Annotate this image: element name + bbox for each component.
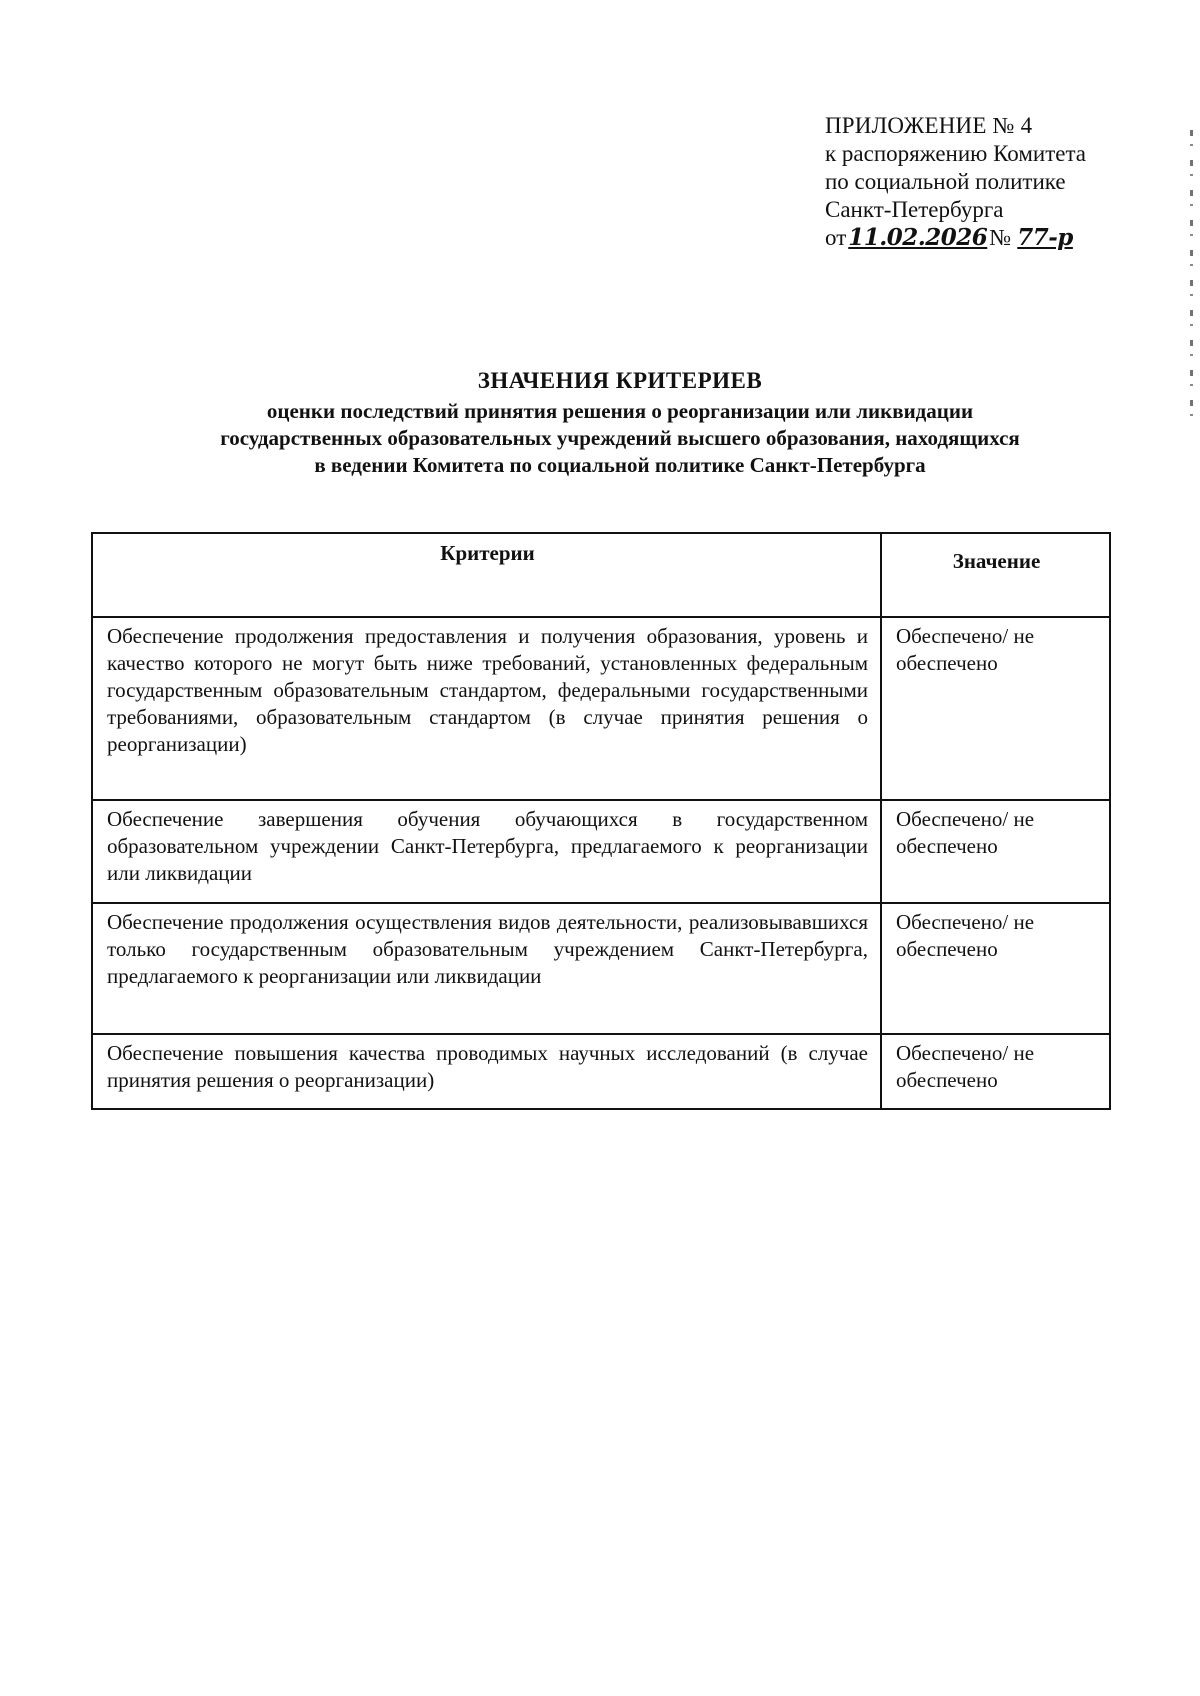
- attachment-date-line: [825, 224, 1125, 252]
- value-cell: Обеспечено/ не обеспечено: [881, 903, 1110, 1034]
- table-row: [92, 800, 1110, 903]
- subtitle-line: оценки последствий принятия решения о реорганизации или ликвидации: [266, 399, 974, 423]
- criterion-cell: Обеспечение завершения обучения обучающихся в государственном образовательном учреждении Санкт-Петербурга, предлагаемого к реорганизации или ликвидации: [92, 800, 881, 903]
- value-cell: Обеспечено/ не обеспечено: [881, 617, 1110, 800]
- title-block: [120, 366, 1120, 479]
- table-row: [92, 1034, 1110, 1109]
- attachment-title: ПРИЛОЖЕНИЕ № 4: [825, 113, 1033, 138]
- table-row: [92, 617, 1110, 800]
- criteria-table: [91, 532, 1111, 1110]
- criterion-cell: Обеспечение повышения качества проводимых научных исследований (в случае принятия решения о реорганизации): [92, 1034, 881, 1109]
- document-title: ЗНАЧЕНИЯ КРИТЕРИЕВ: [477, 368, 763, 393]
- date-prefix: от: [825, 225, 847, 250]
- number-prefix: №: [989, 225, 1012, 250]
- table-header-row: [92, 533, 1110, 617]
- value-column-header: Значение: [881, 533, 1110, 617]
- subtitle-line: государственных образовательных учреждений высшего образования, находящихся: [220, 426, 1020, 450]
- table-row: [92, 903, 1110, 1034]
- criteria-column-header: Критерии: [92, 533, 881, 617]
- subtitle-line: в ведении Комитета по социальной политике Санкт-Петербурга: [314, 453, 926, 477]
- attachment-line: по социальной политике: [825, 169, 1066, 194]
- handwritten-number: 77-р: [1017, 224, 1073, 251]
- criterion-cell: Обеспечение продолжения осуществления видов деятельности, реализовывавшихся только государственным образовательным учреждением Санкт-Петербурга, предлагаемого к реорганизации или ликвидации: [92, 903, 881, 1034]
- value-cell: Обеспечено/ не обеспечено: [881, 1034, 1110, 1109]
- handwritten-date: 11.02.2026: [848, 224, 988, 251]
- scan-edge-marks: [1190, 130, 1193, 420]
- attachment-header: [825, 112, 1125, 252]
- attachment-line: к распоряжению Комитета: [825, 141, 1086, 166]
- value-cell: Обеспечено/ не обеспечено: [881, 800, 1110, 903]
- criterion-cell: Обеспечение продолжения предоставления и получения образования, уровень и качество которого не могут быть ниже требований, установленных федеральным государственным образовательным стандартом, федеральными государственными требованиями, образовательным стандартом (в случае принятия решения о реорганизации): [92, 617, 881, 800]
- attachment-line: Санкт-Петербурга: [825, 197, 1004, 222]
- document-subtitle: [120, 398, 1120, 479]
